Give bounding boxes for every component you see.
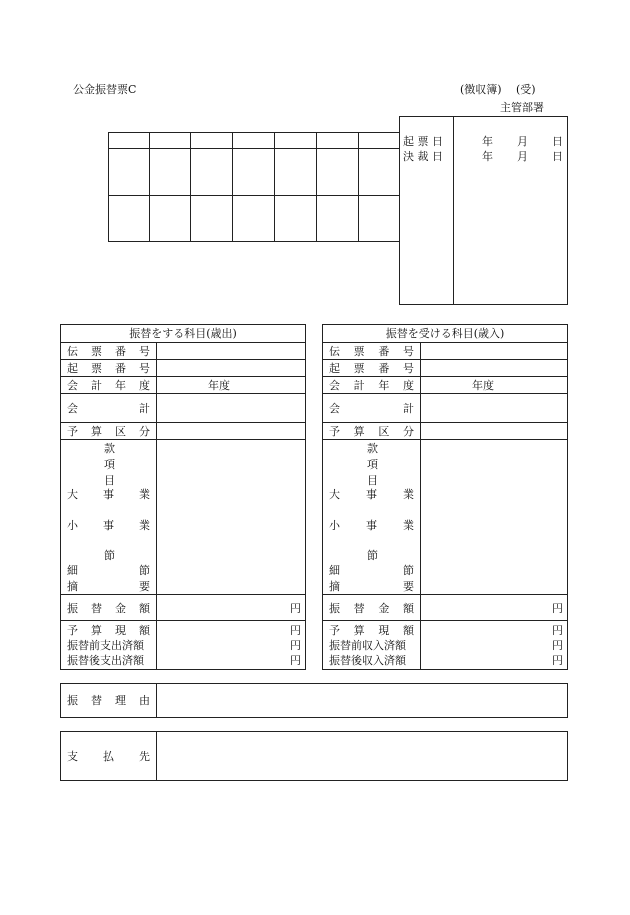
- expenditure-title: 振替をする科目(歳出): [129, 327, 237, 340]
- dept-label: 主管部署: [500, 101, 544, 114]
- expenditure-table: [60, 324, 306, 670]
- reason-label: 振 替 理 由: [67, 694, 150, 707]
- kan-label: 款: [367, 442, 378, 455]
- kaikei-label: 会 計: [67, 402, 150, 415]
- current-yen: 円: [552, 624, 563, 637]
- setsu-label: 節: [104, 549, 115, 562]
- ledger-label: (徴収簿): [460, 83, 502, 96]
- after-label: 振替後収入済額: [329, 654, 406, 667]
- amount-label: 振 替 金 額: [67, 602, 150, 615]
- saisetsu-label: 細 節: [67, 564, 150, 577]
- kihyo-label: 起 票 番 号: [67, 362, 150, 375]
- after-yen: 円: [290, 654, 301, 667]
- after-yen: 円: [552, 654, 563, 667]
- after-label: 振替後支出済額: [67, 654, 144, 667]
- kan-label: 款: [104, 442, 115, 455]
- decision-date-label: 決 裁 日: [403, 150, 443, 163]
- payee-label: 支 払 先: [67, 750, 150, 763]
- denpyo-label: 伝 票 番 号: [67, 345, 150, 358]
- before-yen: 円: [290, 639, 301, 652]
- nendo-unit: 年度: [208, 379, 230, 392]
- revenue-table: [322, 324, 568, 670]
- issue-year: 年: [482, 135, 493, 148]
- current-label: 予 算 現 額: [329, 624, 414, 637]
- tekiyo-label: 摘 要: [67, 580, 150, 593]
- decision-year: 年: [482, 150, 493, 163]
- issue-date-label: 起 票 日: [403, 135, 443, 148]
- amount-yen: 円: [290, 602, 301, 615]
- denpyo-label: 伝 票 番 号: [329, 345, 414, 358]
- before-yen: 円: [552, 639, 563, 652]
- before-label: 振替前収入済額: [329, 639, 406, 652]
- decision-day: 日: [552, 150, 563, 163]
- issue-day: 日: [552, 135, 563, 148]
- tekiyo-label: 摘 要: [329, 580, 414, 593]
- setsu-label: 節: [367, 549, 378, 562]
- amount-label: 振 替 金 額: [329, 602, 414, 615]
- stamp-grid: [108, 132, 400, 242]
- kihyo-label: 起 票 番 号: [329, 362, 414, 375]
- kou-label: 項: [367, 458, 378, 471]
- revenue-title: 振替を受ける科目(歳入): [385, 327, 505, 340]
- issue-month: 月: [517, 135, 528, 148]
- decision-month: 月: [517, 150, 528, 163]
- yosan-label: 予 算 区 分: [67, 425, 150, 438]
- receipt-label: (受): [516, 83, 536, 96]
- moku-label: 目: [367, 474, 378, 487]
- sho-label: 小 事 業: [67, 519, 150, 532]
- amount-yen: 円: [552, 602, 563, 615]
- dai-label: 大 事 業: [67, 488, 150, 501]
- kaikei-label: 会 計: [329, 402, 414, 415]
- saisetsu-label: 細 節: [329, 564, 414, 577]
- nendo-label: 会 計 年 度: [67, 379, 150, 392]
- nendo-unit: 年度: [472, 379, 494, 392]
- current-yen: 円: [290, 624, 301, 637]
- before-label: 振替前支出済額: [67, 639, 144, 652]
- dai-label: 大 事 業: [329, 488, 414, 501]
- yosan-label: 予 算 区 分: [329, 425, 414, 438]
- current-label: 予 算 現 額: [67, 624, 150, 637]
- sho-label: 小 事 業: [329, 519, 414, 532]
- kou-label: 項: [104, 458, 115, 471]
- nendo-label: 会 計 年 度: [329, 379, 414, 392]
- form-title: 公金振替票C: [73, 83, 137, 96]
- moku-label: 目: [104, 474, 115, 487]
